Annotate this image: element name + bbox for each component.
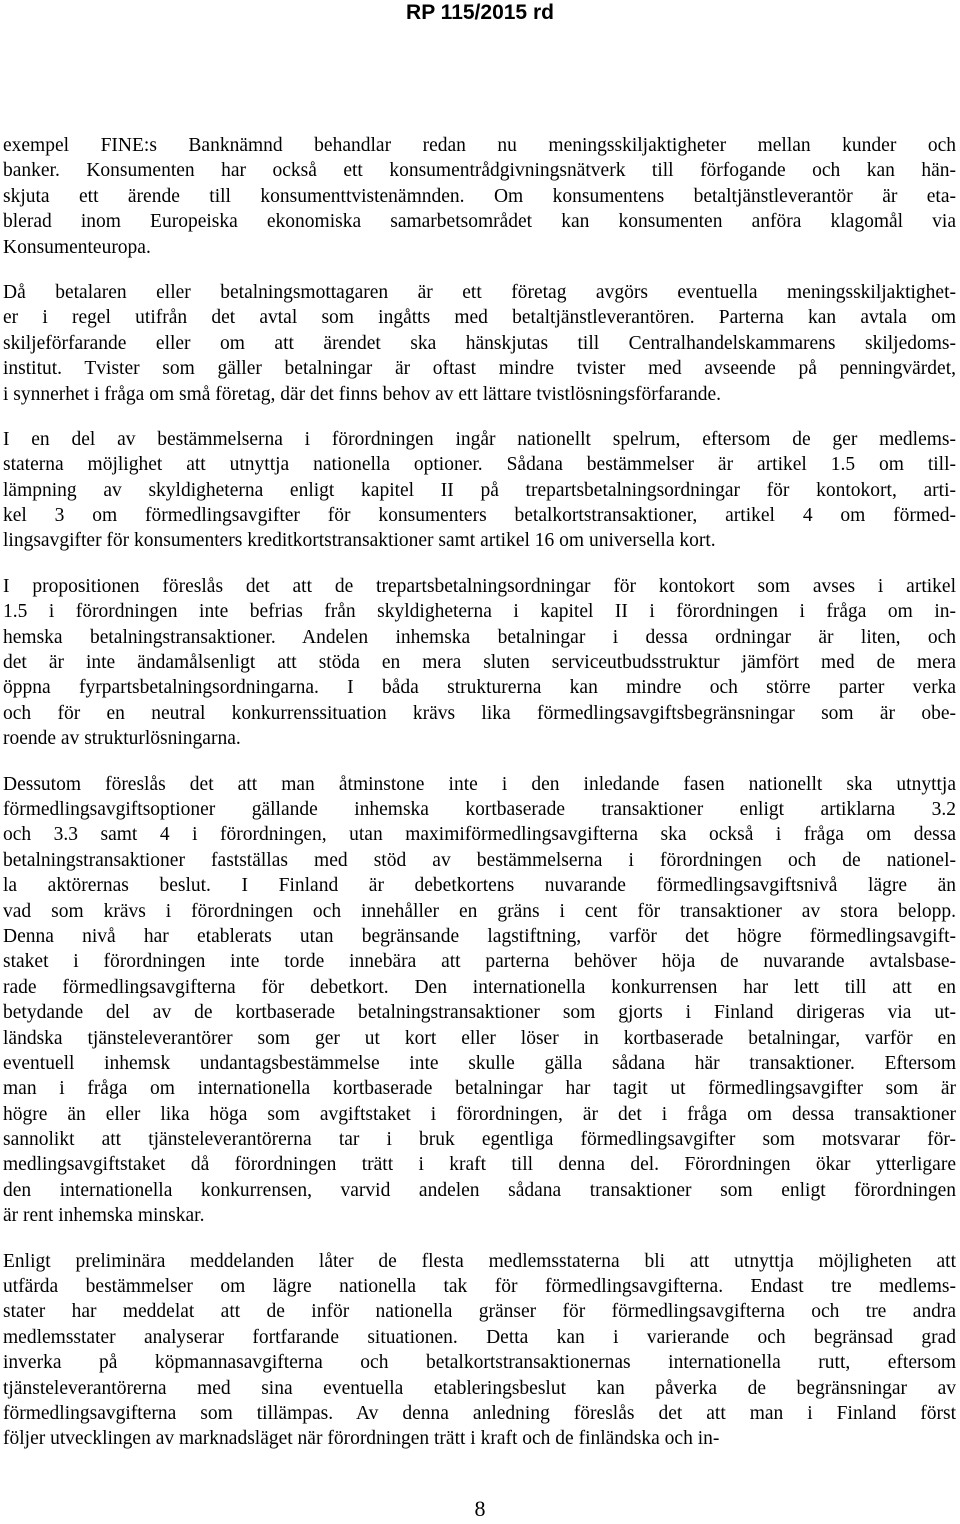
text-line: hemska betalningstransaktioner. Andelen inhemska betalningar i dessa ordningar är liten, och bbox=[3, 626, 956, 648]
text-line: den internationella konkurrensen, varvid andelen sådana transaktioner som enligt förordningen bbox=[3, 1179, 956, 1201]
text-line: Dessutom föreslås det att man åtminstone inte i den inledande fasen nationellt ska utnyttja bbox=[3, 773, 956, 795]
text-line: Då betalaren eller betalningsmottagaren är ett företag avgörs eventuella meningsskiljaktighet- bbox=[3, 281, 956, 303]
paragraph-6 bbox=[3, 1249, 956, 1452]
text-line: betydande del av de kortbaserade betalningstransaktioner som gjorts i Finland dirigeras via ut- bbox=[3, 1002, 956, 1024]
text-line: följer utvecklingen av marknadsläget när förordningen trätt i kraft och de finländska och in- bbox=[3, 1428, 720, 1450]
text-line: det är inte ändamålsenligt att stöda en mera sluten serviceutbudsstruktur jämfört med de mera bbox=[3, 652, 956, 674]
text-line: medlingsavgiftstaket då förordningen trätt i kraft till denna del. Förordningen ökar ytterligare bbox=[3, 1154, 956, 1176]
text-line: I propositionen föreslås det att de trepartsbetalningsordningar för kontokort som avses i artikel bbox=[3, 575, 956, 597]
document-body bbox=[3, 133, 956, 1472]
text-line: skiljeförfarande eller om att ärendet ska hänskjutas till Centralhandelskammarens skiljedoms- bbox=[3, 332, 956, 354]
text-line: institut. Tvister som gäller betalningar är oftast mindre tvister med avseende på penningvärdet, bbox=[3, 358, 956, 380]
text-line: ländska tjänsteleverantörer som ger ut kort eller löser in kortbaserade betalningar, varför en bbox=[3, 1027, 956, 1049]
text-line: exempel FINE:s Banknämnd behandlar redan nu meningsskiljaktigheter mellan kunder och bbox=[3, 135, 956, 156]
document-header bbox=[0, 0, 960, 26]
text-line: skjuta ett ärende till konsumenttvistenämnden. Om konsumentens betaltjänstleverantör är eta- bbox=[3, 185, 956, 207]
text-line: I en del av bestämmelserna i förordningen ingår nationellt spelrum, eftersom de ger medlems- bbox=[3, 428, 956, 450]
text-line: förmedlingsavgiftsoptioner gällande inhemska kortbaserade transaktioner enligt artiklarna 3.2 bbox=[3, 798, 956, 820]
text-line: stater har meddelat att de inför nationella gränser för förmedlingsavgifterna och tre andra bbox=[3, 1301, 956, 1323]
text-line: 1.5 i förordningen inte befrias från skyldigheterna i kapitel II i förordningen i fråga om in- bbox=[3, 601, 956, 623]
document-reference: RP 115/2015 rd bbox=[406, 1, 554, 24]
text-line: Konsumenteuropa. bbox=[3, 236, 151, 258]
paragraph-4 bbox=[3, 574, 956, 752]
text-line: och 3.3 samt 4 i förordningen, utan maximiförmedlingsavgifterna ska också i fråga om dessa bbox=[3, 824, 956, 846]
text-line: blerad inom Europeiska ekonomiska samarbetsområdet kan konsumenten anföra klagomål via bbox=[3, 211, 956, 233]
text-line: sannolikt att tjänsteleverantörerna tar i bruk egentliga förmedlingsavgifter som motsvarar för- bbox=[3, 1129, 956, 1151]
text-line: kel 3 om förmedlingsavgifter för konsumenters betalkortstransaktioner, artikel 4 om förmed- bbox=[3, 505, 956, 527]
text-line: utfärda bestämmelser om lägre nationella tak för förmedlingsavgifterna. Endast tre medlems- bbox=[3, 1276, 956, 1298]
text-line: tjänsteleverantörerna med sina eventuella etableringsbeslut kan påverka de begränsningar av bbox=[3, 1377, 956, 1399]
text-line: lingsavgifter för konsumenters kreditkortstransaktioner samt artikel 16 om universella kort. bbox=[3, 530, 716, 552]
text-line: är rent inhemska minskar. bbox=[3, 1205, 205, 1227]
text-line: medlemsstater analyserar fortfarande situationen. Detta kan i varierande och begränsad grad bbox=[3, 1326, 956, 1348]
text-line: Enligt preliminära meddelanden låter de flesta medlemsstaterna bli att utnyttja möjligheten att bbox=[3, 1250, 956, 1272]
text-line: och för en neutral konkurrenssituation krävs lika förmedlingsavgiftsbegränsningar som är obe- bbox=[3, 702, 956, 724]
text-line: banker. Konsumenten har också ett konsumentrådgivningsnätverk till förfogande och kan hän- bbox=[3, 160, 956, 182]
text-line: betalningstransaktioner fastställas med stöd av bestämmelserna i förordningen och de nationel- bbox=[3, 849, 956, 871]
page-number: 8 bbox=[474, 1496, 486, 1521]
text-line: eventuell inhemsk undantagsbestämmelse inte skulle gälla sådana här transaktioner. Eftersom bbox=[3, 1052, 956, 1074]
text-line: man i fråga om internationella kortbaserade betalningar har tagit ut förmedlingsavgifter som är bbox=[3, 1078, 956, 1100]
text-line: Denna nivå har etablerats utan begränsande lagstiftning, varför det högre förmedlingsavgift- bbox=[3, 925, 956, 947]
paragraph-3 bbox=[3, 427, 956, 554]
text-line: öppna fyrpartsbetalningsordningarna. I båda strukturerna kan mindre och större parter verka bbox=[3, 677, 956, 699]
text-line: er i regel utifrån det avtal som ingåtts med betaltjänstleverantören. Parterna kan avtala om bbox=[3, 307, 956, 329]
text-line: la aktörernas beslut. I Finland är debetkortens nuvarande förmedlingsavgiftsnivå lägre än bbox=[3, 875, 956, 897]
text-line: lämpning av skyldigheterna enligt kapitel II på trepartsbetalningsordningar för kontokort, arti- bbox=[3, 479, 956, 501]
paragraph-5 bbox=[3, 772, 956, 1229]
text-line: förmedlingsavgifterna som tillämpas. Av denna anledning föreslås det att man i Finland först bbox=[3, 1402, 956, 1424]
text-line: roende av strukturlösningarna. bbox=[3, 728, 241, 750]
paragraph-1 bbox=[3, 133, 956, 260]
text-line: i synnerhet i fråga om små företag, där det finns behov av ett lättare tvistlösningsförfarande. bbox=[3, 383, 722, 405]
text-line: vad som krävs i förordningen och innehåller en gräns i cent för transaktioner av stora belopp. bbox=[3, 900, 956, 922]
text-line: staterna möjlighet att utnyttja nationella optioner. Sådana bestämmelser är artikel 1.5 om till- bbox=[3, 454, 956, 476]
text-line: högre än eller lika höga som avgiftstaket i förordningen, är det i fråga om dessa transaktioner bbox=[3, 1103, 956, 1125]
text-line: rade förmedlingsavgifterna för debetkort. Den internationella konkurrensen har lett till att en bbox=[3, 976, 956, 998]
text-line: inverka på köpmannasavgifterna och betalkortstransaktionernas internationella rutt, eftersom bbox=[3, 1352, 956, 1374]
text-line: staket i förordningen inte torde innebära att parterna behöver höja de nuvarande avtalsbase- bbox=[3, 951, 956, 973]
paragraph-2 bbox=[3, 280, 956, 407]
